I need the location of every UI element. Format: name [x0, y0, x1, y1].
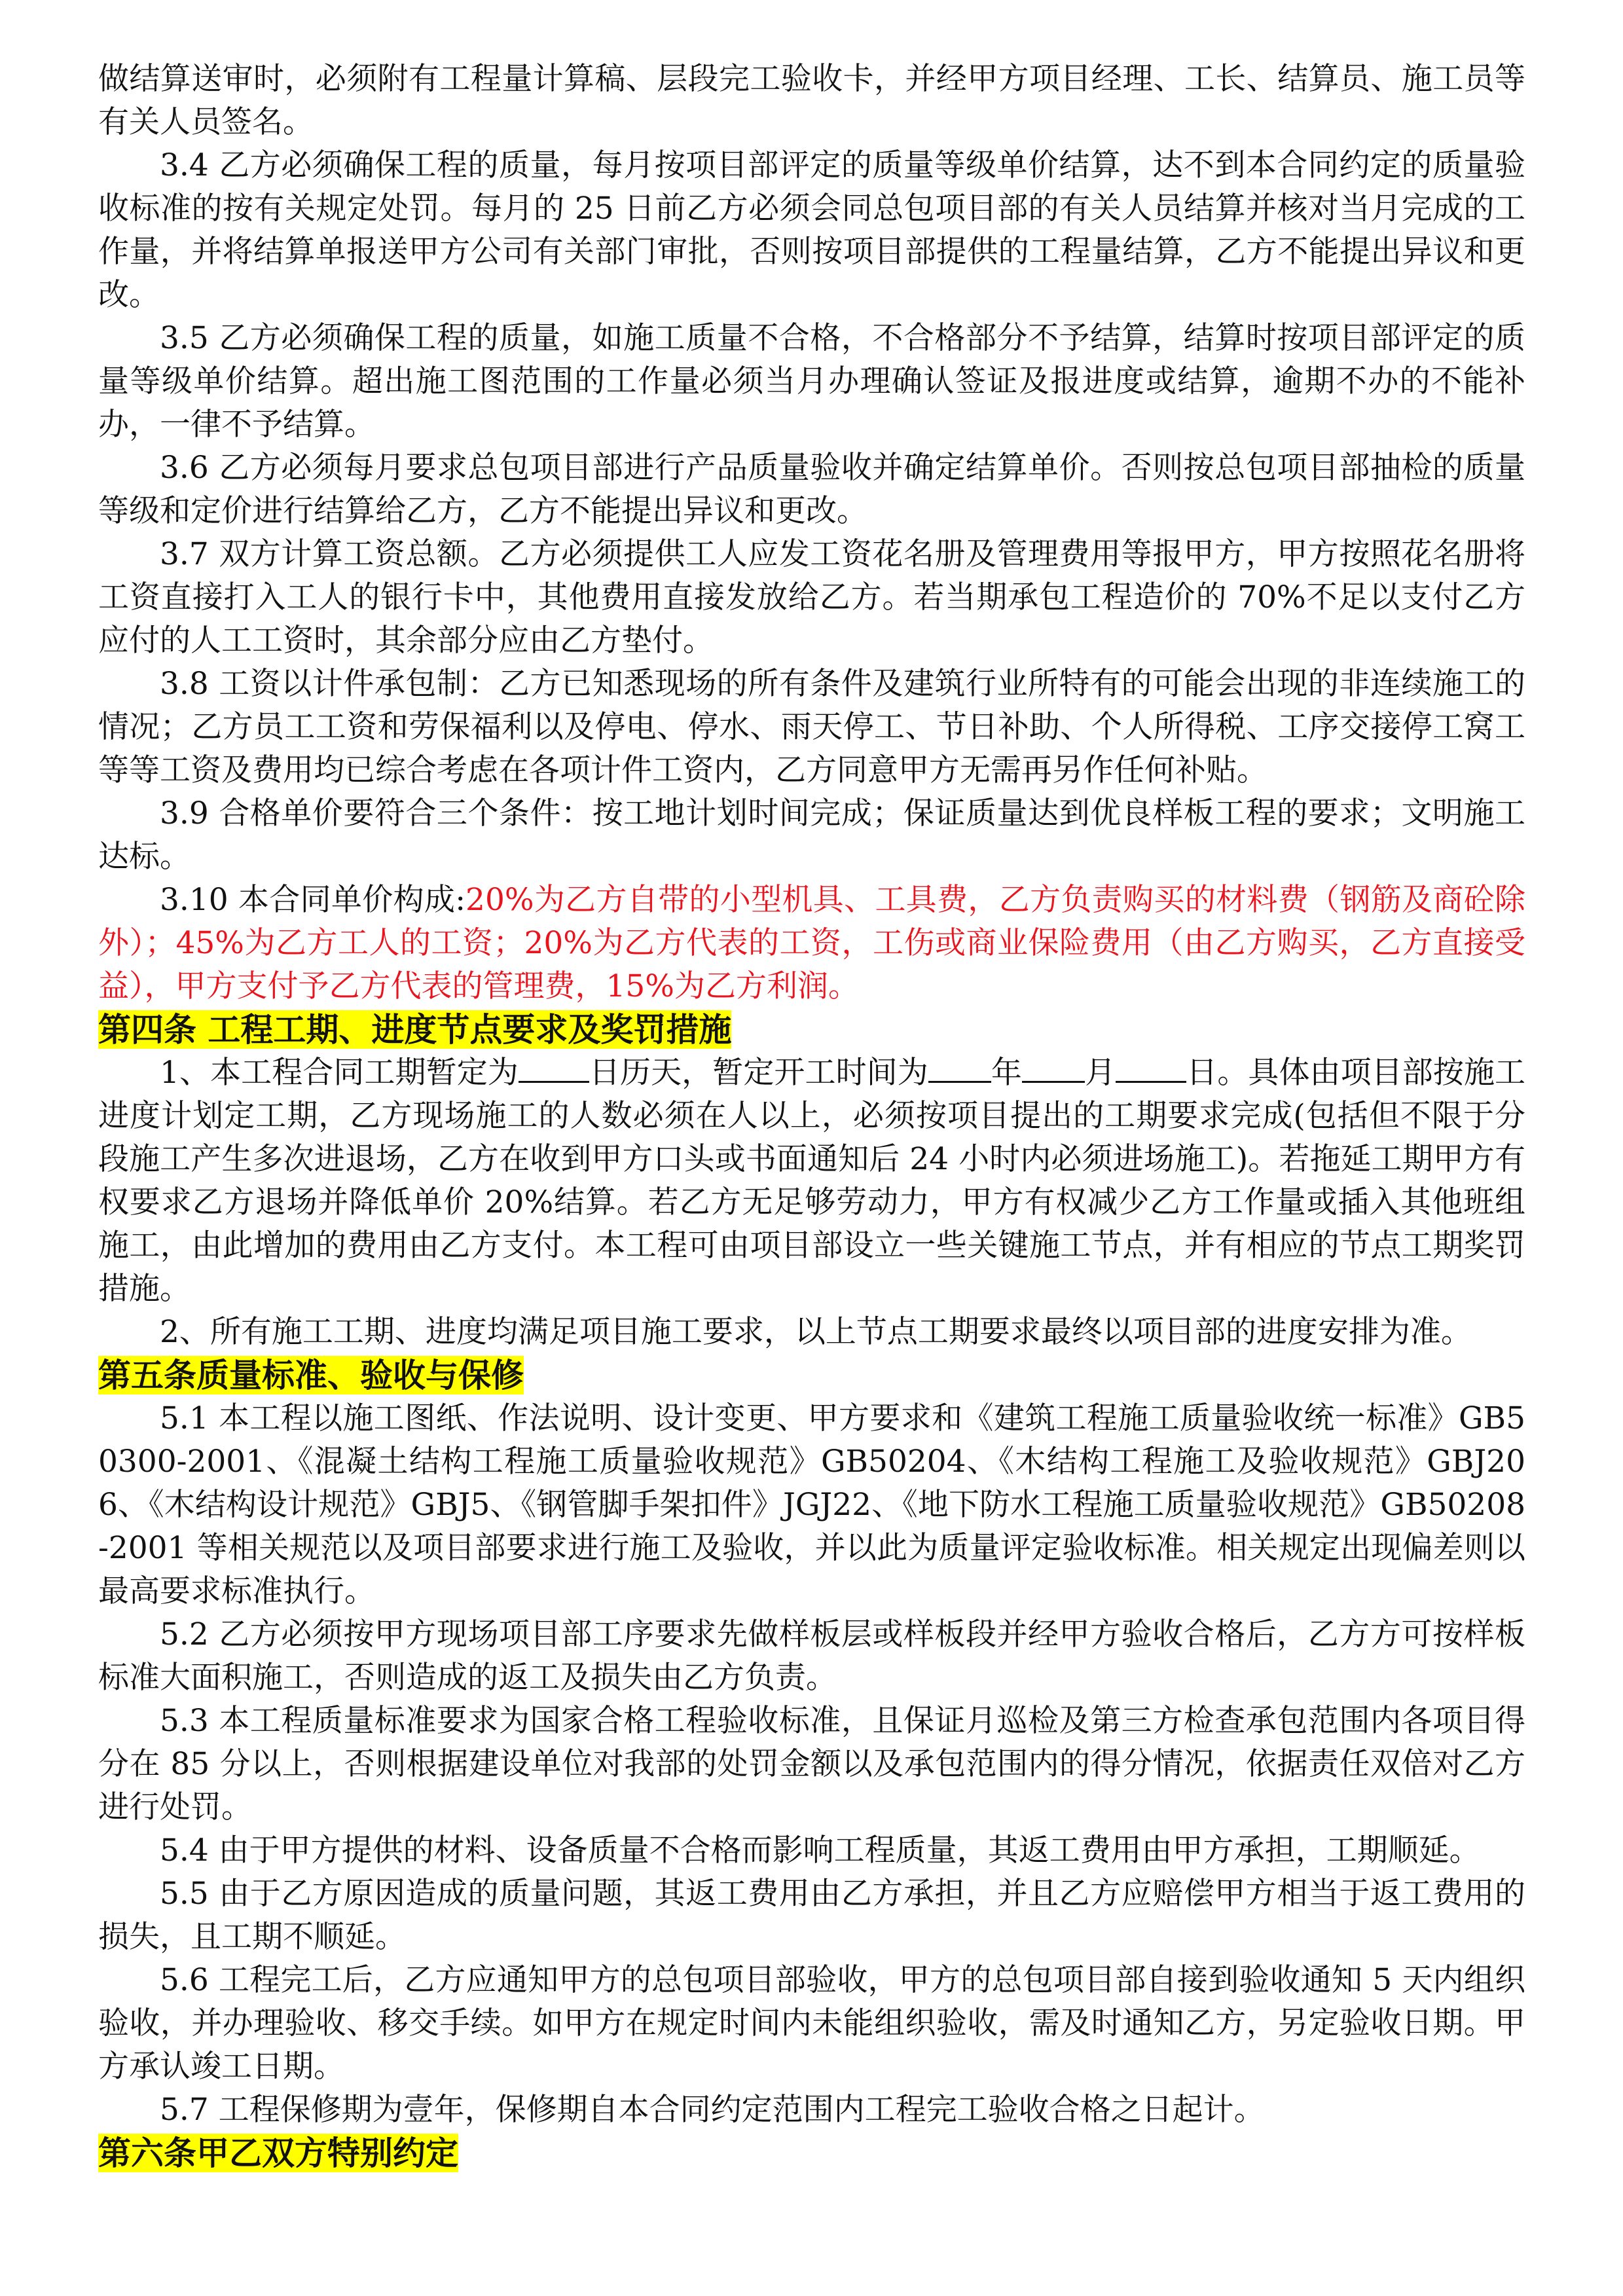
clause-3-10: [98, 879, 1525, 1008]
clause-4-1-part-b: 日历天，暂定开工时间为: [589, 1055, 928, 1091]
article-6-heading: [98, 2132, 1525, 2175]
clause-4-1-part-e: 日。具体由项目部按施工进度计划定工期，乙方现场施工的人数必须在人以上，必须按项目提出的工期要求完成(包括但不限于分段施工产生多次进退场，乙方在收到甲方口头或书面通知后 24 小时内必须进场施工)。若拖延工期甲方有权要求乙方退场并降低单价 20%结算。若乙方无足够劳动力，甲方有权减少乙方工作量或插入其他班组施工，由此增加的费用由乙方支付。本工程可由项目部设立一些关键施工节点，并有相应的节点工期奖罚措施。: [98, 1055, 1526, 1307]
clause-4-1: [98, 1051, 1525, 1311]
article-5-heading: [98, 1354, 1525, 1397]
clause-5-1: 5.1 本工程以施工图纸、作法说明、设计变更、甲方要求和《建筑工程施工质量验收统一标准》GB50300-2001、《混凝土结构工程施工质量验收规范》GB50204、《木结构工程施工及验收规范》GBJ206、《木结构设计规范》GBJ5、《钢管脚手架扣件》JGJ22、《地下防水工程施工质量验收规范》GB50208-2001 等相关规范以及项目部要求进行施工及验收，并以此为质量评定验收标准。相关规定出现偏差则以最高要求标准执行。: [98, 1400, 1525, 1609]
clause-3-10-prefix: 3.10 本合同单价构成:: [160, 882, 466, 918]
clause-3-9: 3.9 合格单价要符合三个条件：按工地计划时间完成；保证质量达到优良样板工程的要求；文明施工达标。: [98, 795, 1525, 875]
clause-3-4: 3.4 乙方必须确保工程的质量，每月按项目部评定的质量等级单价结算，达不到本合同约定的质量验收标准的按有关规定处罚。每月的 25 日前乙方必须会同总包项目部的有关人员结算并核对当月完成的工作量，并将结算单报送甲方公司有关部门审批，否则按项目部提供的工程量结算，乙方不能提出异议和更改。: [98, 147, 1525, 313]
clause-5-3: 5.3 本工程质量标准要求为国家合格工程验收标准，且保证月巡检及第三方检查承包范围内各项目得分在 85 分以上，否则根据建设单位对我部的处罚金额以及承包范围内的得分情况，依据责任双倍对乙方进行处罚。: [98, 1703, 1525, 1825]
clause-5-4: 5.4 由于甲方提供的材料、设备质量不合格而影响工程质量，其返工费用由甲方承担，工期顺延。: [160, 1832, 1480, 1868]
clause-4-1-month-label: 月: [1084, 1055, 1116, 1091]
document-page: [98, 58, 1525, 2175]
clause-5-6: 5.6 工程完工后，乙方应通知甲方的总包项目部验收，甲方的总包项目部自接到验收通知 5 天内组织验收，并办理验收、移交手续。如甲方在规定时间内未能组织验收，需及时通知乙方，另定验收日期。甲方承认竣工日期。: [98, 1962, 1525, 2085]
article-5-heading-text: 第五条质量标准、验收与保修: [98, 1356, 524, 1394]
clause-5-2: 5.2 乙方必须按甲方现场项目部工序要求先做样板层或样板段并经甲方验收合格后，乙方方可按样板标准大面积施工，否则造成的返工及损失由乙方负责。: [98, 1616, 1525, 1696]
clause-3-6: 3.6 乙方必须每月要求总包项目部进行产品质量验收并确定结算单价。否则按总包项目部抽检的质量等级和定价进行结算给乙方，乙方不能提出异议和更改。: [98, 450, 1525, 529]
clause-5-5: 5.5 由于乙方原因造成的质量问题，其返工费用由乙方承担，并且乙方应赔偿甲方相当于返工费用的损失，且工期不顺延。: [98, 1876, 1525, 1955]
clause-4-2: 2、所有施工工期、进度均满足项目施工要求，以上节点工期要求最终以项目部的进度安排为准。: [160, 1314, 1472, 1350]
clause-3-5: 3.5 乙方必须确保工程的质量，如施工质量不合格，不合格部分不予结算，结算时按项目部评定的质量等级单价结算。超出施工图范围的工作量必须当月办理确认签证及报进度或结算，逾期不办的不能补办，一律不予结算。: [98, 320, 1525, 443]
clause-4-1-part-a: 1、本工程合同工期暂定为: [160, 1055, 519, 1091]
clause-3-7: 3.7 双方计算工资总额。乙方必须提供工人应发工资花名册及管理费用等报甲方，甲方按照花名册将工资直接打入工人的银行卡中，其他费用直接发放给乙方。若当期承包工程造价的 70%不足以支付乙方应付的人工工资时，其余部分应由乙方垫付。: [98, 536, 1525, 659]
clause-3-8: 3.8 工资以计件承包制：乙方已知悉现场的所有条件及建筑行业所特有的可能会出现的非连续施工的情况；乙方员工工资和劳保福利以及停电、停水、雨天停工、节日补助、个人所得税、工序交接停工窝工等等工资及费用均已综合考虑在各项计件工资内，乙方同意甲方无需再另作任何补贴。: [98, 666, 1525, 788]
article-6-heading-text: 第六条甲乙双方特别约定: [98, 2134, 458, 2172]
blank-start-year: [928, 1052, 991, 1083]
article-4-heading: [98, 1008, 1525, 1051]
paragraph-settlement-continuation: 做结算送审时，必须附有工程量计算稿、层段完工验收卡，并经甲方项目经理、工长、结算员、施工员等有关人员签名。: [98, 61, 1525, 140]
blank-start-day: [1116, 1052, 1186, 1083]
article-4-heading-text: 第四条 工程工期、进度节点要求及奖罚措施: [98, 1010, 732, 1049]
clause-3-10-price-breakdown: 20%为乙方自带的小型机具、工具费，乙方负责购买的材料费（钢筋及商砼除外）；45%为乙方工人的工资；20%为乙方代表的工资，工伤或商业保险费用（由乙方购买，乙方直接受益），甲方支付予乙方代表的管理费，15%为乙方利润。: [98, 882, 1525, 1004]
blank-start-month: [1022, 1052, 1085, 1083]
clause-4-1-year-label: 年: [991, 1055, 1022, 1091]
clause-5-7: 5.7 工程保修期为壹年，保修期自本合同约定范围内工程完工验收合格之日起计。: [160, 2092, 1265, 2128]
blank-contract-days: [519, 1052, 589, 1083]
